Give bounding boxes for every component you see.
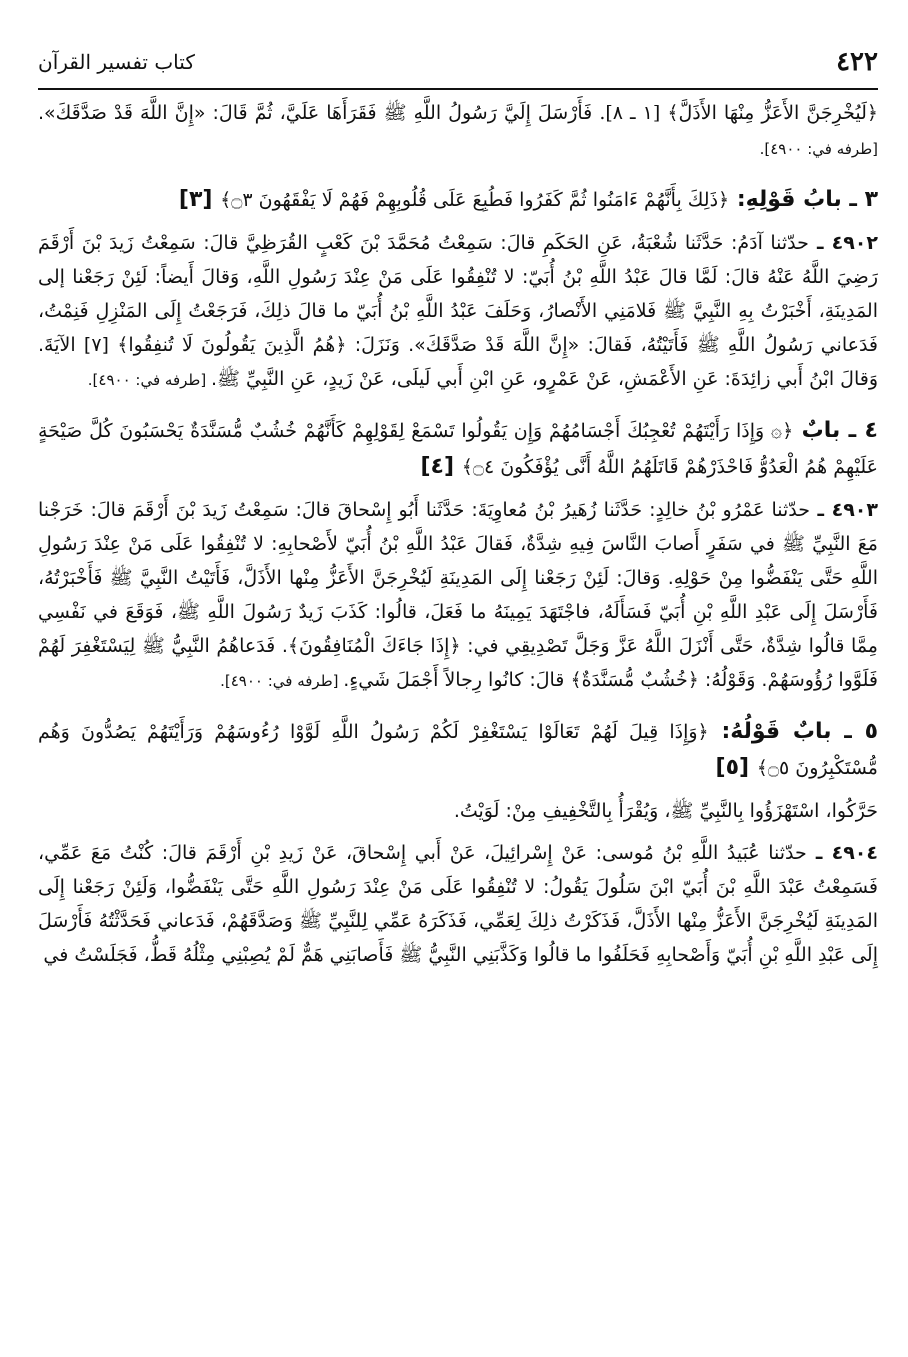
chapter-title: ٥ ـ بابٌ قَوْلُهُ:: [708, 719, 878, 744]
chapter-number: [٥]: [715, 755, 757, 780]
hadith-text: حدّثنا عَمْرُو بْنُ خالِدٍ: حَدَّثَنا زُهَيرُ بْنُ مُعاوِيَةَ: حَدَّثَنا أَبُو إِسْحاقَ قالَ: سَمِعْتُ زَيدَ بْنَ أَرْقَمَ قالَ: خَرَجْنا مَعَ النَّبِيِّ ﷺ في سَفَرٍ أَصابَ النَّاسَ فِيهِ شِدَّةٌ، فَقالَ عَبْدُ اللَّهِ بْنُ أُبَيّ لأَصْحابِهِ: لا تُنْفِقُوا عَلَى مَنْ عِنْدَ رَسُولِ اللَّهِ حَتَّى يَنْفَضُّوا مِنْ حَوْلِهِ. وَقالَ: لَئِنْ رَجَعْنا إِلَى المَدِينَةِ لَيُخْرِجَنَّ الأَعَزُّ مِنْها الأَذَلَّ، فَأَتَيْتُ النَّبِيَّ ﷺ فَأَخْبَرْتُهُ، فَأَرْسَلَ إِلَى عَبْدِ اللَّهِ بْنِ أُبَيّ فَسَأَلَهُ، فاجْتَهَدَ يَمِينَهُ ما فَعَلَ، قالُوا: كَذَبَ زَيدٌ رَسُولَ اللَّهِ ﷺ، فَوَقَعَ في نَفْسِي مِمَّا قالُوا شِدَّةٌ، حَتَّى أَنْزَلَ اللَّهُ عَزَّ وَجَلَّ تَصْدِيقِي في:: [38, 499, 878, 657]
cross-reference: [طرفه في: ٤٩٠٠].: [220, 672, 344, 690]
page-body: [38, 96, 878, 1357]
quran-verse-2: ﴿خُشُبٌ مُّسَنَّدَةٌ﴾: [570, 669, 699, 691]
hadith-4902: [38, 226, 878, 397]
quran-verse: ﴿لَيُخْرِجَنَّ الأَعَزُّ مِنْهَا الأَذَلَّ﴾ [١ ـ ٨].: [599, 102, 878, 124]
header-rule: [38, 88, 878, 90]
hadith-4904: [38, 836, 878, 972]
hadith-text-end: قالَ: كانُوا رِجالاً أَجْمَلَ شَيءٍ.: [343, 669, 571, 691]
running-header: [38, 42, 878, 82]
chapter-5-note: حَرَّكُوا، اسْتَهْزَؤُوا بِالنَّبِيِّ ﷺ، وَيُقْرَأُ بِالتَّخْفِيفِ مِنْ: لَوَيْتُ.: [453, 800, 878, 822]
quran-verse: ﴿۞ وَإِذَا رَأَيْتَهُمْ تُعْجِبُكَ أَجْسَامُهُمْ وَإِن يَقُولُوا تَسْمَعْ لِقَوْلِهِمْ كَأَنَّهُمْ خُشُبٌ مُّسَنَّدَةٌ يَحْسَبُونَ كُلَّ صَيْحَةٍ عَلَيْهِمْ هُمُ الْعَدُوُّ فَاحْذَرْهُمْ قَاتَلَهُمُ اللَّهُ أَنَّى يُؤْفَكُونَ ۝٤﴾: [38, 420, 878, 478]
quran-verse: ﴿وَإِذَا قِيلَ لَهُمْ تَعَالَوْا يَسْتَغْفِرْ لَكُمْ رَسُولُ اللَّهِ لَوَّوْا رُءُوسَهُمْ وَرَأَيْتَهُمْ يَصُدُّونَ وَهُم مُّسْتَكْبِرُونَ ۝٥﴾: [38, 721, 878, 779]
chapter-number: [٣]: [178, 187, 221, 212]
chapter-heading-5: [38, 714, 878, 786]
hadith-text-continued: . فَدَعاهُمُ النَّبِيُّ ﷺ لِيَسْتَغْفِرَ لَهُمْ فَلَوَّوا رُؤُوسَهُمْ. وَقَوْلُهُ:: [38, 635, 878, 691]
chapter-title: ٤ ـ بابٌ: [793, 418, 878, 443]
hadith-4903: [38, 493, 878, 698]
cross-reference: [طرفه في: ٤٩٠٠].: [87, 371, 211, 389]
quran-verse: ﴿هُمُ الَّذِينَ يَقُولُونَ لَا تُنفِقُوا﴾: [117, 334, 347, 356]
paragraph-text: فَأَرْسَلَ إِلَيَّ رَسُولُ اللَّهِ ﷺ فَقَرَأَهَا عَلَيَّ، ثُمَّ قَالَ: «إِنَّ اللَّهَ قَدْ صَدَّقَكَ».: [38, 102, 600, 124]
chapter-title: ٣ ـ بابُ قَوْلِهِ:: [729, 187, 878, 212]
quran-verse: ﴿إِذَا جَاءَكَ الْمُنَافِقُونَ﴾: [287, 635, 461, 657]
chapter-heading-4: [38, 413, 878, 485]
hadith-number: ٤٩٠٤ ـ: [806, 842, 878, 864]
book-title: كتاب تفسير القرآن: [38, 50, 195, 74]
chapter-heading-3: [38, 182, 878, 218]
chapter-number: [٤]: [420, 454, 462, 479]
continuation-paragraph: [38, 96, 878, 166]
hadith-number: ٤٩٠٣ ـ: [810, 499, 878, 521]
hadith-text: حدّثنا آدَمُ: حَدَّثَنا شُعْبَةُ، عَنِ الحَكَمِ قالَ: سَمِعْتُ مُحَمَّدَ بْنَ كَعْبٍ القُرَظِيَّ قالَ: سَمِعْتُ زَيدَ بْنَ أَرْقَمَ رَضِيَ اللَّهُ عَنْهُ قالَ: لَمَّا قالَ عَبْدُ اللَّهِ بْنُ أُبَيّ: لا تُنْفِقُوا عَلَى مَنْ عِنْدَ رَسُولِ اللَّهِ، وَقالَ أَيضاً: لَئِنْ رَجَعْنا إلى المَدِينَةِ، أَخْبَرْتُ بِهِ النَّبِيَّ ﷺ فَلامَنِي الأَنْصارُ، وَحَلَفَ عَبْدُ اللَّهِ بْنُ أُبَيّ ما قالَ ذلِكَ، فَرَجَعْتُ إِلَى المَنْزِلِ فَنِمْتُ، فَدَعاني رَسُولُ اللَّهِ ﷺ فَأَتَيْتُهُ، فَقالَ: «إِنَّ اللَّهَ قَدْ صَدَّقَكَ». وَنَزَلَ:: [38, 232, 879, 356]
hadith-number: ٤٩٠٢ ـ: [808, 232, 878, 254]
quran-verse: ﴿ذَلِكَ بِأَنَّهُمْ ءَامَنُوا ثُمَّ كَفَرُوا فَطُبِعَ عَلَى قُلُوبِهِمْ فَهُمْ لَا يَفْقَهُونَ ۝٣﴾: [220, 189, 730, 211]
cross-reference: [طرفه في: ٤٩٠٠].: [759, 140, 878, 158]
hadith-text: حدّثنا عُبَيدُ اللَّهِ بْنُ مُوسى: عَنْ إِسْرائِيلَ، عَنْ أَبي إِسْحاقَ، عَنْ زَيدِ بْنِ أَرْقَمَ قالَ: كُنْتُ مَعَ عَمِّي، فَسَمِعْتُ عَبْدَ اللَّهِ بْنَ أُبَيّ ابْنَ سَلُولَ يَقُولُ: لا تُنْفِقُوا عَلَى مَنْ عِنْدَ رَسُولِ اللَّهِ حَتَّى يَنْفَضُّوا، وَلَئِنْ رَجَعْنا إِلَى المَدِينَةِ لَيُخْرِجَنَّ الأَعَزُّ مِنْها الأَذَلَّ، فَذَكَرْتُ ذلِكَ لِعَمِّي، فَذَكَرَهُ عَمِّي لِلنَّبِيِّ ﷺ وَصَدَّقَهُمْ، فَدَعاني فَحَدَّثْتُهُ فَأَرْسَلَ إِلَى عَبْدِ اللَّهِ بْنِ أُبَيّ وَأَصْحابِهِ فَحَلَفُوا ما قالُوا وَكَذَّبَنِي النَّبِيُّ ﷺ فَأَصابَنِي هَمٌّ لَمْ يُصِبْنِي مِثْلُهُ قَطُّ، فَجَلَسْتُ في: [38, 842, 878, 966]
book-page: [38, 0, 878, 1357]
page-number: ٤٢٢: [836, 47, 878, 77]
hadith-text-continued: [٧] الآيَةَ. وَقالَ ابْنُ أَبي زائِدَةَ: عَنِ الأَعْمَشِ، عَنْ عَمْرٍو، عَنِ ابْنِ أَبي لَيلَى، عَنْ زَيدٍ، عَنِ النَّبِيِّ ﷺ.: [38, 334, 878, 390]
